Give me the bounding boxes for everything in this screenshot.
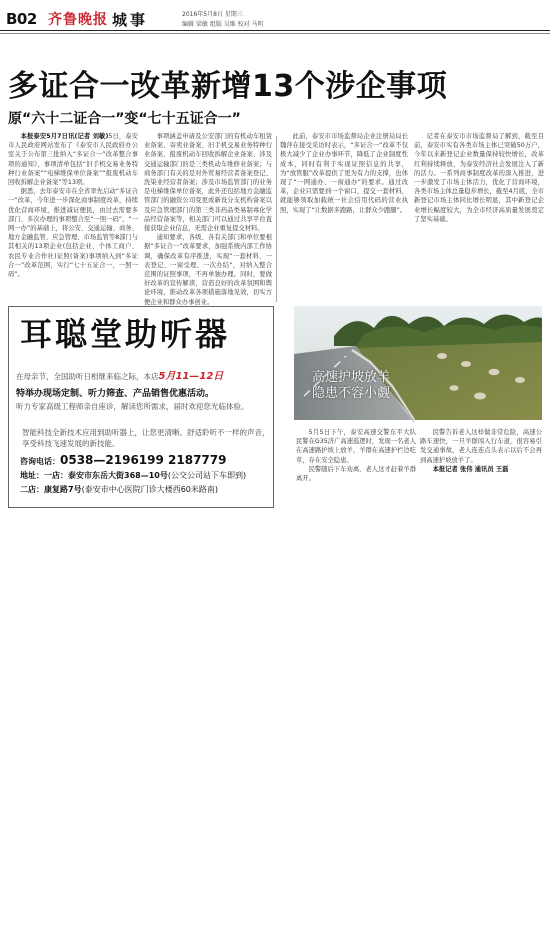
story-paragraph: 5月5日下午，泰安高速交警东平大队民警在G35济广高速巡逻时，发现一名老人在高速路护坡上放羊，羊群在高速护栏边吃草，存在安全隐患。 bbox=[296, 429, 416, 464]
ad-tech-line: 智能科技全新技术应用到助听器上，让您更清晰、舒适聆听不一样的声音，享受科技飞速发展的新技能。 bbox=[22, 428, 270, 448]
ad-offer-line: 特举办现场定制、听力筛查、产品销售优惠活动。 bbox=[16, 389, 215, 399]
story-credit: 本报记者 张伟 通讯员 王磊 bbox=[432, 465, 509, 473]
ad-event-text: 在母亲节，全国助听日相继来临之际，本店 bbox=[16, 372, 159, 381]
news-photo bbox=[294, 306, 542, 420]
ad-event-line bbox=[16, 371, 272, 382]
story-column-2 bbox=[420, 428, 542, 512]
article-paragraph: 据悉，去年泰安市在全省率先启动“多证合一”改革，今年进一步深化商事制度改革，持续优化营商环境，推进减证便民，由过去需要多部门、多次办理的事项整合至“一照一码”，“一网一办”的基础上，将公安、交通运输、商务、地方金融监管、应急管理、市场监管等8部门与其相关的13项企业(包括企业、个体工商户、农民专业合作社)证照(备案)事项纳入到“多证合一”改革范围，实行“七十五证合一，一照一码”。 bbox=[8, 188, 138, 279]
ad-address-1-note: (公交公司站下车即到) bbox=[167, 471, 247, 480]
article-column-4 bbox=[414, 132, 544, 302]
ad-address-1 bbox=[20, 470, 272, 481]
article-column-1 bbox=[8, 132, 138, 302]
header-rule-thin bbox=[0, 33, 550, 34]
section-title: 城事 bbox=[112, 11, 149, 29]
article-subheadline: 原“六十二证合一”变“七十五证合一” bbox=[8, 111, 241, 127]
column-divider bbox=[276, 136, 277, 302]
article-paragraph: 5日，泰安市人民政府网站发布了《泰安市人民政府办公室关于公布第三批纳入“多证合一”改革整合事项的通知》，事项清单包括“旧手机交易业务特种行业备案”“电梯维保单位备案”“报废机动车回收拆解企业备案”等13项。 bbox=[8, 133, 138, 187]
ad-address-2-label: 二店：康复路7号 bbox=[20, 485, 82, 494]
ad-address-1-label: 地址：一店：泰安市东岳大街368—10号 bbox=[20, 471, 168, 480]
article-paragraph: 记者在泰安市市场监督局了解到，截至目前，泰安市实有各类市场主体已突破50万户，今年以来新登记企业数量保持较快增长，改革红利持续释放，为泰安经济社会发展注入了新的活力。一系列商事制度改革的深入推进，进一步激发了市场主体活力，优化了营商环境，各类市场主体总量稳步增长，截至4月底，全市新登记市场主体同比增长明显，其中新登记企业增长幅度较大，为全市经济高质量发展奠定了坚实基础。 bbox=[414, 133, 544, 223]
ad-phone-label: 咨询电话： bbox=[20, 457, 60, 466]
story-column-1 bbox=[296, 428, 416, 512]
ad-phone-numbers: 0538—2196199 2187779 bbox=[60, 453, 227, 467]
ad-expert-line: 听力专家高级工程师亲自座诊，解读您所需求，届时欢迎您光临体验。 bbox=[16, 402, 249, 411]
photo-caption bbox=[312, 370, 432, 402]
ad-title: 耳聪堂助听器 bbox=[20, 315, 231, 353]
article-paragraph: 事项涵盖申请及公安部门的有机动车租赁业备案、寄卖业备案、旧手机交易业务特种行业备案、报废机动车回收拆解企业备案、涉及交通运输部门的是三类机动车维修业备案；与商务部门有关的是对外贸易经营者备案登记、洗染业经营者备案；涉及市场监管部门的业务是电梯维保单位备案，此外还包括地方金融监管部门的融资公司变更或新设分支机构备案以及应急管理部门的第三类非药品类易制毒化学品经营备案等，相关部门可以通过共享平台直接获取企业信息，无需企业重复提交材料。 bbox=[144, 133, 272, 233]
page-number: B02 bbox=[6, 10, 37, 28]
highway-slope-photo bbox=[294, 306, 542, 420]
article-paragraph: 通知要求，各级、各有关部门和单位要根据“多证合一”改革要求，加强系统内部工作协调，确保改革有序推进，实现“一套材料、一表登记、一窗受理、一次办结”，对纳入整合范围的证照事项，不再单独办理。同时，要做好改革的宣传解读，营造良好的改革氛围和舆论环境，推动改革各项措施落地见效，切实方便企业和群众办事创业。 bbox=[144, 234, 272, 306]
ad-address-2-note: (泰安市中心医院门诊大楼西60米路南) bbox=[81, 485, 218, 494]
issue-date: 2016年5月8日 星期三 bbox=[182, 11, 243, 18]
story-paragraph: 民警告诉老人这样做非常危险，高速公路车速快，一旦羊群闯入行车道，很容易引发交通事故，老人连连点头表示以后不会再到高速护坡放羊了。 bbox=[420, 429, 542, 464]
article-column-3 bbox=[280, 132, 408, 302]
ad-event-dates: 5月11—12日 bbox=[158, 371, 224, 382]
photo-caption-line-2: 隐患不容小觑 bbox=[312, 386, 391, 401]
article-paragraph: 此前，泰安市市场监督局企业注册局局长魏萍在接受采访时表示，“多证合一”改革不仅极大减少了企业办事环节，降低了企业制度性成本，同时有利于实现证照信息的共享，为“放管服”改革提供了更为有力的支撑，也体现了“一网通办、一窗通办”的要求。通过改革，企业只需要到一个窗口，提交一套材料，就能够领取加载统一社会信用代码的营业执照，实现了“让数据多跑路，让群众少跑腿”。 bbox=[280, 133, 408, 214]
article-headline: 多证合一改革新增13个涉企事项 bbox=[8, 69, 448, 104]
article-column-2 bbox=[144, 132, 272, 306]
ad-address-2 bbox=[20, 484, 272, 495]
editor-credits: 编辑 梁敏 组版 吴维 校对 马明 bbox=[182, 21, 264, 28]
ad-phone bbox=[20, 453, 226, 467]
photo-caption-line-1: 高速护坡放羊 bbox=[312, 370, 391, 385]
page-header bbox=[0, 0, 550, 30]
story-paragraph: 民警随后下车劝离，老人这才赶着羊群离开。 bbox=[296, 465, 416, 483]
header-rule bbox=[0, 30, 550, 31]
newspaper-logo: 齐鲁晚报 bbox=[48, 12, 108, 28]
article-byline: 本报泰安5月7日讯(记者 刘敏) bbox=[20, 133, 109, 140]
